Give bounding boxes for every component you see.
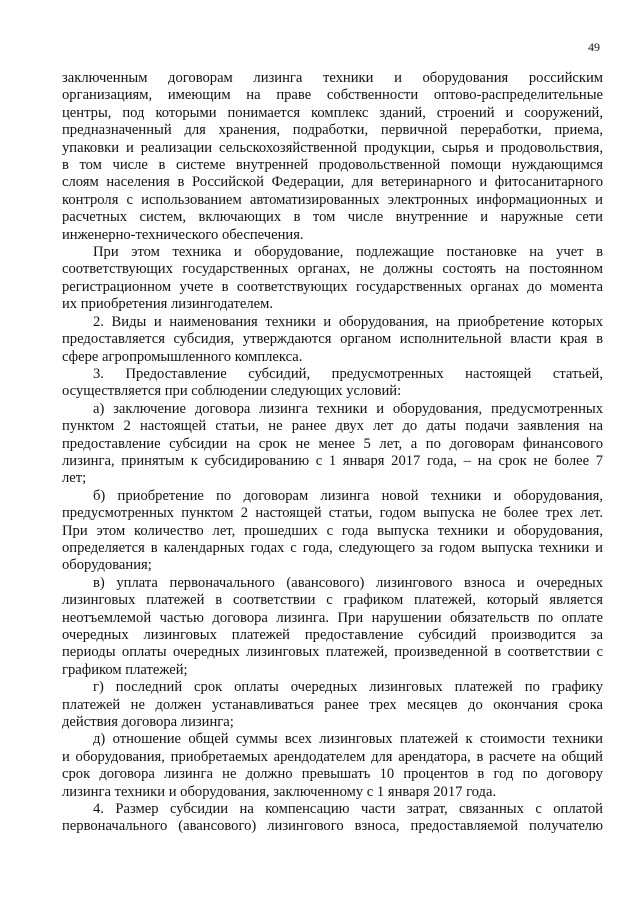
text-line: осуществляется при соблюдении следующих условий:	[62, 383, 402, 400]
text-line: регистрационном учете в соответствующих государственных органах до момента	[62, 278, 603, 295]
text-line: При этом количество лет, прошедших с года выпуска техники и оборудования,	[62, 522, 603, 539]
paragraph	[62, 801, 603, 836]
text-line: а) заключение договора лизинга техники и оборудования, предусмотренных	[93, 400, 603, 417]
text-line: центры, под которыми понимается комплекс зданий, строений и сооружений,	[62, 104, 603, 121]
text-line: 3. Предоставление субсидий, предусмотренных настоящей статьей,	[93, 365, 603, 382]
text-line: упаковки и реализации сельскохозяйственной продукции, сырья и продовольствия,	[62, 139, 603, 156]
text-line: в том числе в системе внутренней продовольственной помощи нуждающимся	[62, 157, 603, 174]
paragraph	[62, 731, 603, 801]
text-line: инженерно-технического обеспечения.	[62, 226, 304, 243]
paragraph	[62, 679, 603, 731]
text-line: и оборудования, приобретаемых арендодателем для арендатора, в расчете на общий	[62, 748, 603, 765]
text-line: срок договора лизинга не должно превышать 10 процентов в год по договору	[62, 766, 603, 783]
text-line: слоям населения в Российской Федерации, для ветеринарного и фитосанитарного	[62, 174, 603, 191]
text-line: 2. Виды и наименования техники и оборудования, на приобретение которых	[93, 313, 603, 330]
text-line: пунктом 2 настоящей статьи, не ранее двух лет до даты подачи заявления на	[62, 418, 603, 435]
text-line: сфере агропромышленного комплекса.	[62, 348, 303, 365]
text-line: г) последний срок оплаты очередных лизинговых платежей по графику	[93, 679, 603, 696]
text-line: д) отношение общей суммы всех лизинговых платежей к стоимости техники	[93, 731, 603, 748]
paragraph	[62, 401, 603, 488]
text-line: неотъемлемой частью договора лизинга. При нарушении обязательств по оплате	[62, 609, 603, 626]
text-line: их приобретения лизингодателем.	[62, 296, 274, 313]
text-line: лизинга, принятым к субсидированию с 1 января 2017 года, – на срок не более 7	[62, 452, 603, 469]
text-line: предусмотренных пунктом 2 настоящей статьи, годом выпуска не более трех лет.	[62, 505, 603, 522]
text-line: предназначенный для хранения, подработки, первичной переработки, приема,	[62, 122, 603, 139]
text-line: лизинга техники и оборудования, заключенному с 1 января 2017 года.	[62, 783, 497, 800]
text-line: 4. Размер субсидии на компенсацию части затрат, связанных с оплатой	[93, 801, 603, 818]
text-line: лет;	[62, 470, 87, 487]
text-line: платежей не должен устанавливаться ранее трех месяцев до окончания срока	[62, 696, 603, 713]
text-line: в) уплата первоначального (авансового) лизингового взноса и очередных	[93, 574, 603, 591]
text-line: контроля с использованием автоматизированных электронных информационных и	[62, 191, 603, 208]
text-line: б) приобретение по договорам лизинга новой техники и оборудования,	[93, 487, 603, 504]
text-line: очередных лизинговых платежей предоставление субсидий производится за	[62, 627, 603, 643]
page-number: 49	[588, 40, 600, 54]
text-line: графиком платежей;	[62, 661, 188, 678]
paragraph	[62, 314, 603, 366]
paragraph	[62, 575, 603, 679]
text-line: расчетных систем, включающих в том числе внутренние и наружные сети	[62, 209, 603, 226]
text-line: заключенным договорам лизинга техники и оборудования российским	[62, 70, 603, 86]
paragraph	[62, 244, 603, 314]
text-line: организациям, имеющим на праве собственности оптово-распределительные	[62, 87, 603, 104]
text-line: действия договора лизинга;	[62, 714, 234, 731]
text-line: определяется в календарных годах с года, следующего за годом выпуска техники и	[62, 539, 603, 556]
text-line: соответствующих государственных органах, не должны состоять на постоянном	[62, 261, 603, 278]
text-line: периоды оплаты очередных лизинговых платежей, произведенной в соответствии с	[62, 644, 603, 661]
text-line: При этом техника и оборудование, подлежащие постановке на учет в	[93, 244, 603, 261]
paragraph	[62, 366, 603, 401]
text-line: предоставление субсидии на срок не менее 5 лет, а по договорам финансового	[62, 435, 603, 452]
text-line: предоставляется субсидия, утверждаются органом исполнительной власти края в	[62, 331, 603, 348]
text-line: первоначального (авансового) лизингового взноса, предоставляемой получателю	[62, 818, 603, 835]
text-line: оборудования;	[62, 557, 152, 574]
paragraph	[62, 488, 603, 575]
document-body	[62, 70, 603, 836]
paragraph	[62, 70, 603, 244]
text-line: лизинговых платежей в соответствии с графиком платежей, который является	[62, 592, 603, 609]
